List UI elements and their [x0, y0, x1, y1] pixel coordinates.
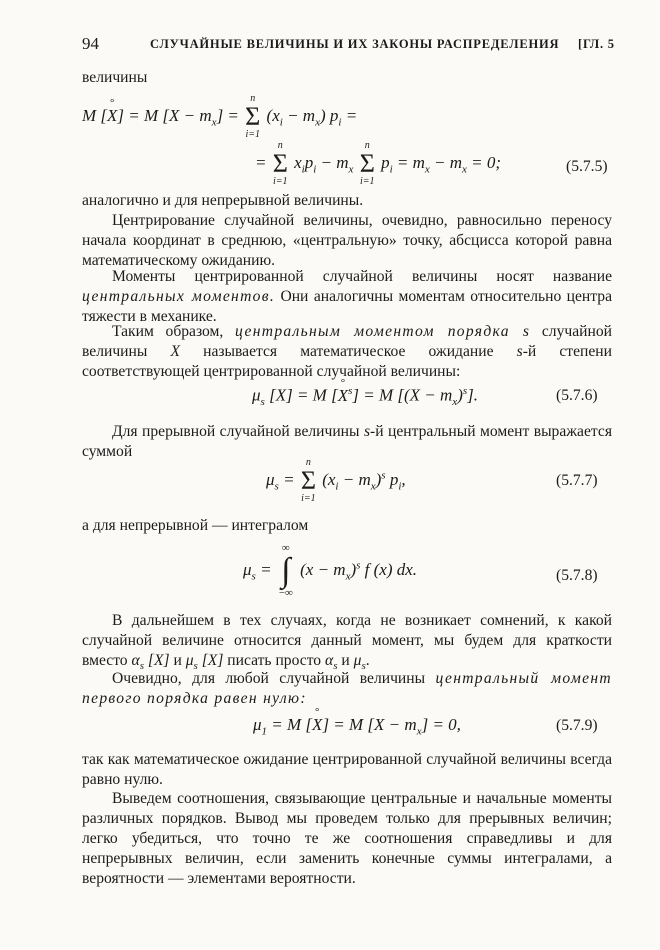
p4-text-a: Для прерывной случайной величины	[112, 423, 360, 440]
p2-text-a: Моменты центрированной случайной величины носят название	[112, 268, 612, 285]
p3-text-b: случайной величины	[82, 323, 612, 360]
p3-text-d: -й степени соответствующей центрированной случайной величины:	[82, 343, 612, 380]
equation-5-7-8: $\mu_s$ = ∞ ∫ −∞ $(x - m_x)^s$ f (x) dx.	[243, 542, 418, 599]
chapter-label: [ГЛ. 5	[578, 37, 615, 51]
equation-5-7-7: $\mu_s$ = n Σ i=1 $(x_i - m_x)^s$ $p_i$,	[266, 457, 406, 504]
p3-text-c: называется математическое ожидание	[203, 343, 494, 360]
word-and-2: и	[341, 652, 350, 669]
p6-text-b: писать просто	[227, 652, 322, 669]
term-central-moments: центральных моментов.	[82, 288, 276, 305]
text-continuous: а для непрерывной — интегралом	[82, 517, 309, 534]
text-analog: аналогично и для непрерывной величины.	[82, 192, 364, 209]
equation-5-7-5-line1: M [° X] = M $[X - m_x]$ = n Σ i=1 $(x_i - m_x) p_i$ =	[82, 94, 357, 140]
page-number: 94	[82, 34, 99, 53]
term-first-order-zero: центральный момент первого порядка равен нулю:	[82, 670, 612, 707]
paragraph-discrete: Для прерывной случайной величины s-й центральный момент выражается суммой	[82, 423, 612, 460]
paragraph-centering: Центрирование случайной величины, очевидно, равносильно переносу начала координат в среднюю, «центральную» точку, абсцисса которой равна математическому ожиданию.	[82, 212, 612, 269]
equation-5-7-5-line2: = n Σ i=1 $x_ip_i - m_x$ n Σ i=1 $p_i = m_x - m_x = 0$;	[255, 140, 502, 187]
running-title: СЛУЧАЙНЫЕ ВЕЛИЧИНЫ И ИХ ЗАКОНЫ РАСПРЕДЕЛЕНИЯ	[150, 37, 560, 51]
paragraph-notation: В дальнейшем в тех случаях, когда не возникает сомнений, к какой случайной величине относится данный момент, мы будем для краткости вместо $\alpha_s$ [X] и $\mu_s$ [X] писать просто $\alpha_s$ и $\mu_s$.	[82, 612, 612, 673]
equation-number-5-7-6: (5.7.6)	[556, 387, 598, 404]
equation-number-5-7-7: (5.7.7)	[556, 472, 598, 489]
term-central-moment-order-s: центральным моментом порядка s	[235, 323, 531, 340]
word-and-1: и	[173, 652, 182, 669]
text-line-velichiny: величины	[82, 69, 148, 86]
p6-text-a: В дальнейшем в тех случаях, когда не возникает сомнений, к какой случайной величине относится данный момент, мы будем для краткости вместо	[82, 612, 612, 669]
p4-text-b: -й центральный момент выражается суммой	[82, 423, 612, 460]
p2-text-b: Они аналогичны моментам относительно центра тяжести в механике.	[82, 288, 612, 325]
p3-text-a: Таким образом,	[112, 323, 224, 340]
equation-number-5-7-9: (5.7.9)	[556, 717, 598, 734]
equation-5-7-9: $\mu_1 = M$ [° X] = M $[X - m_x] = 0$,	[253, 715, 461, 737]
equation-number-5-7-5: (5.7.5)	[566, 158, 608, 175]
equation-5-7-6: $\mu_s$ [X] = M [° $X^s] = M$ $[(X - m_x)^s]$.	[252, 385, 478, 408]
equation-number-5-7-8: (5.7.8)	[556, 567, 598, 584]
paragraph-definition: Таким образом, центральным моментом порядка s случайной величины X называется математическое ожидание s-й степени соответствующей центрированной случайной величины:	[82, 323, 612, 380]
paragraph-central-moments	[82, 267, 612, 327]
paragraph-first-order	[82, 669, 612, 709]
paragraph-derivation: Выведем соотношения, связывающие центральные и начальные моменты различных порядков. Вывод мы проведем только для прерывных величин; легко убедиться, что точно те же соотношения справедливы и для непрерывных величин, если заменить конечные суммы интегралами, а вероятности — элементами вероятности.	[82, 790, 612, 887]
paragraph-because: так как математическое ожидание центрированной случайной величины всегда равно нулю.	[82, 751, 612, 788]
p7-text-a: Очевидно, для любой случайной величины	[112, 670, 426, 687]
